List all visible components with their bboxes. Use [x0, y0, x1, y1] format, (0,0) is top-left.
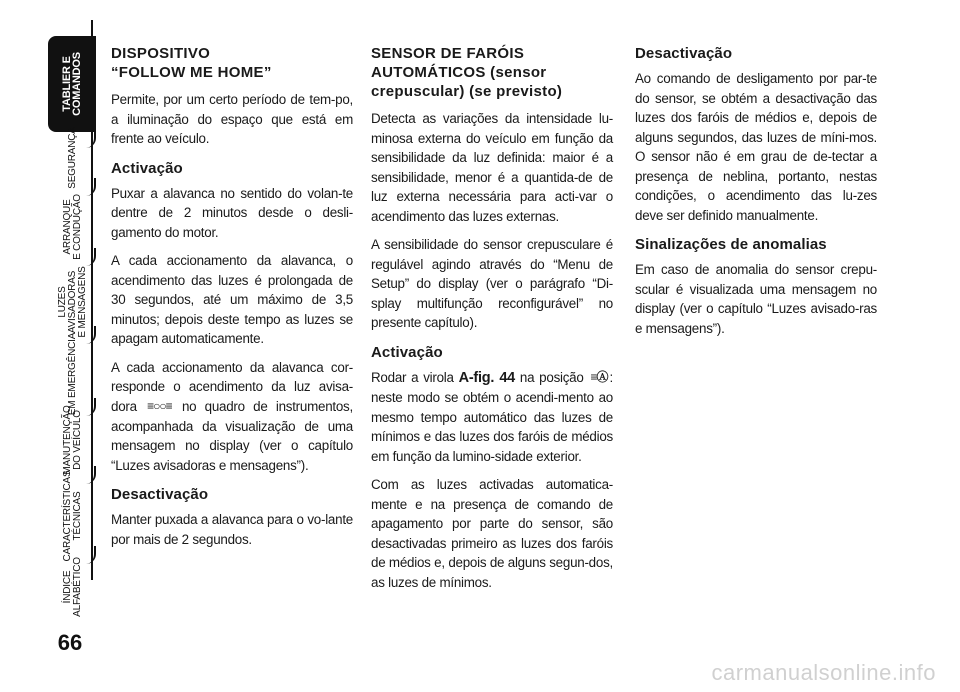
subheading: Sinalizações de anomalias — [635, 236, 827, 253]
paragraph: Manter puxada a alavanca para o vo-lante por mais de 2 segundos. — [111, 512, 353, 547]
page-number: 66 — [57, 630, 83, 655]
column-sensor-farois — [371, 44, 613, 601]
tab-indice-alfabetico[interactable] — [46, 552, 100, 622]
column-desactivacao — [635, 44, 877, 347]
watermark: carmanualsonline.info — [711, 660, 936, 685]
paragraph: Puxar a alavanca no sentido do volan-te dentre de 2 minutos desde o desli-gamento do motor. — [111, 185, 353, 240]
paragraph — [371, 368, 613, 467]
column-follow-me-home — [111, 44, 353, 558]
tab-label: LUZES AVISADORAS E MENSAGENS — [57, 266, 88, 338]
subheading: Activação — [371, 343, 443, 361]
figure-reference: A-fig. 44 — [458, 369, 515, 386]
text-run: Rodar a virola — [371, 369, 454, 385]
section-title: DISPOSITIVO “FOLLOW ME HOME” — [111, 45, 272, 81]
tab-label: CARACTERÍSTICAS TÉCNICAS — [62, 470, 83, 562]
tab-label: ÍNDICE ALFABÉTICO — [62, 557, 83, 617]
subheading: Desactivação — [635, 45, 733, 62]
paragraph: Com as luzes activadas automatica-mente e na presença de comando de apagamento por parte do sensor, são desactivadas primeiro as luzes dos faróis de médios e, depois de alguns segun-dos, as luzes de mínimos. — [371, 477, 613, 590]
paragraph: Detecta as variações da intensidade lu-minosa externa do veículo em função da sensibilidade da luz definida: maior é a sensibilidade, menor é a quantida-de de luz externa necessária para acti-var o acendimento das luzes externas. — [371, 111, 613, 224]
paragraph: Permite, por um certo período de tem-po, a iluminação do espaço que está em frente ao veículo. — [111, 92, 353, 146]
paragraph: A cada accionamento da alavanca, o acendimento das luzes é prolongada de 30 segundos, até um máximo de 3,5 minutos; depois deste tempo as luzes se apagam automaticamente. — [111, 253, 353, 346]
text-run: na posição — [519, 369, 584, 385]
subheading: Desactivação — [111, 486, 209, 504]
text-run: A cada accionamento da alavanca cor-responde o acendimento da luz avisa-dora — [111, 359, 353, 414]
paragraph: Ao comando de desligamento por par-te do sensor, se obtém a desactivação das luzes dos faróis de médios e, depois de alguns segundos, das luzes de míni-mos. O sensor não é em grau de de-tectar a presença de neblina, portanto, nestas condições, o acendimento das lu-zes deve ser definido manualmente. — [635, 71, 877, 223]
paragraph — [111, 358, 353, 476]
tab-label: TABLIER E COMANDOS — [61, 52, 83, 116]
tab-label: EM EMERGÊNCIA — [67, 332, 78, 416]
text-run: : neste modo se obtém o acendi-mento ao mesmo tempo automático das luzes de mínimos e das luzes dos faróis de médios em função da lumino-sidade exterior. — [371, 369, 613, 464]
tab-label: ARRANQUE E CONDUÇÃO — [62, 194, 83, 260]
auto-lights-icon: ≡Ⓐ — [590, 370, 608, 385]
section-sidebar — [0, 0, 100, 692]
text-run: no quadro de instrumentos, acompanhada da visualização de uma mensagem no display (ver o capítulo “Luzes avisadoras e mensagens”). — [111, 398, 353, 473]
paragraph: A sensibilidade do sensor crepusculare é regulável agindo através do “Menu de Setup” do display (ver o parágrafo “Di-splay multifunção reconfigurável” no presente capítulo). — [371, 237, 613, 330]
follow-me-home-icon: ≡○○≡ — [147, 399, 172, 414]
paragraph: Em caso de anomalia do sensor crepu-scular é visualizada uma mensagem no display (ver o capítulo “Luzes avisado-ras e mensagens”). — [635, 262, 877, 336]
tab-label: SEGURANÇA — [67, 127, 78, 189]
section-title: SENSOR DE FARÓIS AUTOMÁTICOS (sensor crepuscular) (se previsto) — [371, 45, 563, 100]
subheading: Activação — [111, 159, 183, 177]
tab-label: MANUTENÇÃO DO VEÍCULO — [62, 405, 83, 475]
